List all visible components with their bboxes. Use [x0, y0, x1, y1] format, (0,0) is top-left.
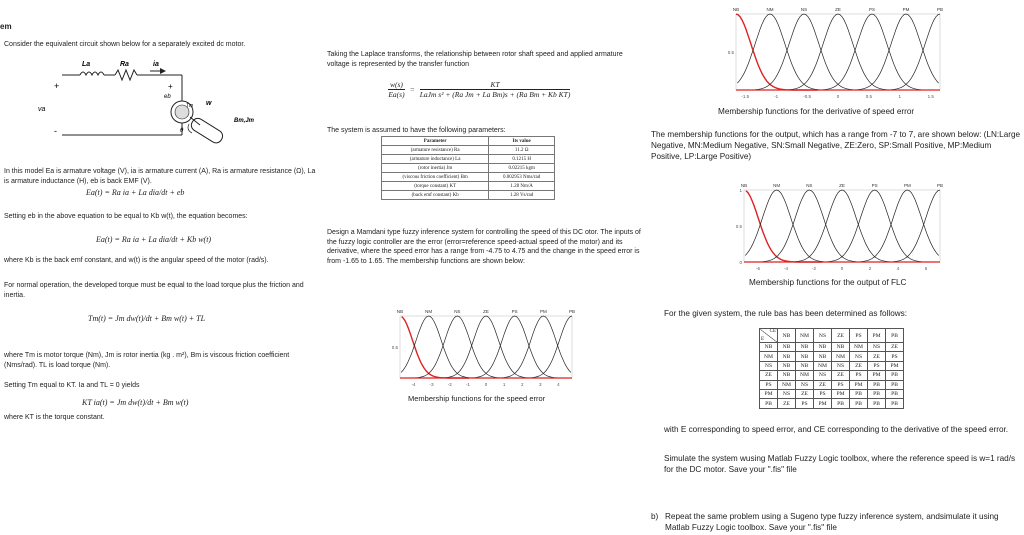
- rule-row-header: NM: [760, 352, 778, 361]
- label-va: va: [38, 106, 46, 113]
- x-tick-label: 1: [898, 94, 902, 99]
- rule-cell: ZE: [868, 352, 886, 361]
- rule-cell: NS: [832, 361, 850, 370]
- e-ce-text: with E corresponding to speed error, and CE corresponding to the derivative of the speed error.: [664, 425, 1009, 434]
- kt-text: where KT is the torque constant.: [4, 414, 105, 421]
- output-text: The membership functions for the output, which has a range from -7 to 7, are shown below: (LN:Large Negative, MN:Medium Negative, SN:Small Negative, ZE:Zero, SP:Small Positive, MP:Medium Positive, LP:Large Positive): [651, 130, 1021, 161]
- rule-cell: NB: [778, 352, 796, 361]
- rule-cell: PM: [832, 389, 850, 398]
- rule-cell: PB: [868, 399, 886, 408]
- rule-row-header: PS: [760, 380, 778, 389]
- rule-cell: ZE: [850, 361, 868, 370]
- x-tick-label: 0: [484, 382, 488, 387]
- param-name: (back emf constant) Kb: [382, 191, 489, 200]
- part-b-label: b): [651, 512, 659, 521]
- rule-cell: NS: [850, 352, 868, 361]
- x-tick-label: 6: [924, 266, 928, 271]
- rule-col-header: PB: [886, 329, 904, 343]
- x-tick-label: -6: [755, 266, 761, 271]
- param-value: 0.002953 Nms/rad: [489, 173, 555, 182]
- rule-cell: PB: [868, 389, 886, 398]
- rule-col-header: PM: [868, 329, 886, 343]
- rule-cell: PB: [850, 399, 868, 408]
- rule-cell: NB: [796, 352, 814, 361]
- param-value: 1.28 Nm/A: [489, 182, 555, 191]
- rule-cell: ZE: [796, 389, 814, 398]
- param-name: (rotor inertia) Jm: [382, 164, 489, 173]
- param-value: 1.28 Vs/rad: [489, 191, 555, 200]
- mf-label-nb: NB: [396, 309, 404, 314]
- output-mf-caption: Membership functions for the output of FLC: [749, 278, 907, 287]
- x-tick-label: 2: [520, 382, 524, 387]
- speed-error-mf-caption: Membership functions for the speed error: [408, 394, 546, 403]
- mf-label-ps: PS: [511, 309, 518, 314]
- rule-cell: NS: [814, 371, 832, 380]
- rule-cell: NM: [796, 371, 814, 380]
- rule-cell: ZE: [886, 343, 904, 352]
- rule-col-header: NM: [796, 329, 814, 343]
- x-tick-label: -1.5: [741, 94, 750, 99]
- rule-row: [760, 380, 904, 389]
- rule-col-header: NB: [778, 329, 796, 343]
- rule-cell: ZE: [778, 399, 796, 408]
- label-plus-mid: +: [168, 82, 173, 91]
- y-tick-label: 0.5: [391, 345, 398, 350]
- setting-eb-text: Setting eb in the above equation to be equal to Kb w(t), the equation becomes:: [4, 213, 248, 220]
- laplace-text: Taking the Laplace transforms, the relationship between rotor shaft speed and applied armature voltage is represented by the transfer function: [327, 51, 623, 68]
- rule-cell: NB: [814, 352, 832, 361]
- transfer-function: $\frac{w(s)}{Ea(s)}$ = KT LaJm s² + (Ra Jm + La Bm)s + (Ra Bm + Kb KT): [388, 80, 571, 99]
- rule-cell: PS: [850, 371, 868, 380]
- rule-row-header: PB: [760, 399, 778, 408]
- mf-label-nb: NB: [740, 183, 748, 188]
- equation-4: KT ia(t) = Jm dw(t)/dt + Bm w(t): [82, 398, 189, 407]
- x-tick-label: 1: [502, 382, 506, 387]
- kb-text: where Kb is the back emf constant, and w(t) is the angular speed of the motor (rad/s).: [4, 257, 269, 264]
- x-tick-label: -3: [429, 382, 434, 387]
- x-tick-label: -2: [447, 382, 452, 387]
- rule-cell: PM: [814, 399, 832, 408]
- rule-cell: NS: [868, 343, 886, 352]
- rule-cell: NB: [832, 343, 850, 352]
- x-tick-label: 0.5: [865, 94, 873, 99]
- rule-cell: PB: [886, 371, 904, 380]
- mf-label-nb: NB: [732, 7, 740, 12]
- rule-cell: PS: [832, 380, 850, 389]
- param-header-name: Parameter: [382, 137, 489, 146]
- intro-text: Consider the equivalent circuit shown below for a separately excited dc motor.: [4, 41, 246, 48]
- mf-label-ns: NS: [454, 309, 461, 314]
- rule-cell: PM: [850, 380, 868, 389]
- rule-cell: PS: [814, 389, 832, 398]
- mf-label-ns: NS: [800, 7, 808, 12]
- tf-lhs-den: Ea(s): [388, 90, 405, 99]
- param-value: 11.2 Ω: [489, 146, 555, 155]
- mf-label-ps: PS: [871, 183, 878, 188]
- param-name: (armature inductance) La: [382, 155, 489, 164]
- param-header-value: Its value: [489, 137, 555, 146]
- tf-den: LaJm s² + (Ra Jm + La Bm)s + (Ra Bm + Kb KT): [419, 90, 571, 99]
- rule-cell: PS: [868, 361, 886, 370]
- mf-label-ze: ZE: [835, 7, 841, 12]
- normal-operation-text: For normal operation, the developed torque must be equal to the load torque plus the friction and inertia.: [4, 282, 304, 299]
- plot-area: [744, 190, 940, 262]
- mf-label-pm: PM: [539, 309, 547, 314]
- rule-cell: PM: [886, 361, 904, 370]
- rule-cell: PB: [850, 389, 868, 398]
- rule-intro: For the given system, the rule bas has been determined as follows:: [664, 309, 908, 318]
- x-tick-label: 4: [557, 382, 560, 387]
- equation-3: Tm(t) = Jm dw(t)/dt + Bm w(t) + TL: [88, 314, 206, 323]
- label-Ra: Ra: [120, 61, 129, 68]
- x-tick-label: 3: [539, 382, 542, 387]
- design-text: Design a Mamdani type fuzzy inference system for controlling the speed of this DC otor. The inputs of the fuzzy logic controller are the error (error=reference speed-actual speed of the motor) and its derivative, where the speed error has a range from -4.75 to 4.75 and the change in the speed error is from -1.65 to 1.65. The membership functions are shown below:: [327, 229, 641, 265]
- y-tick-label: 0.5: [735, 224, 742, 229]
- rule-row-header: PM: [760, 389, 778, 398]
- x-tick-label: -2: [811, 266, 817, 271]
- rule-row-header: NB: [760, 343, 778, 352]
- y-tick-label: 0.5: [727, 50, 734, 55]
- rule-corner-ce: CE: [769, 329, 776, 334]
- y-tick-label: 0: [739, 260, 742, 265]
- label-minus: -: [54, 126, 57, 136]
- model-text: In this model Ea is armature voltage (V), ia is armature current (A), Ra is armature resistance (Ω), La is armature inductance (H), eb is back EMF (V).: [4, 168, 316, 185]
- plot-area: [400, 316, 572, 378]
- rule-corner: [760, 329, 778, 343]
- speed-error-mf-chart: [386, 304, 580, 390]
- label-La: La: [82, 61, 91, 68]
- rule-cell: PB: [832, 399, 850, 408]
- mf-label-nm: NM: [425, 309, 433, 314]
- label-theta: θ: [180, 128, 184, 134]
- label-Tm: Tm: [186, 103, 194, 109]
- rule-cell: PS: [886, 352, 904, 361]
- derivative-mf-chart: [722, 2, 948, 102]
- x-tick-label: -1: [465, 382, 470, 387]
- x-tick-label: -4: [411, 382, 416, 387]
- label-ia: ia: [153, 61, 159, 68]
- mf-label-ze: ZE: [483, 309, 489, 314]
- rule-cell: ZE: [832, 371, 850, 380]
- mf-label-nm: NM: [766, 7, 774, 12]
- rule-row: [760, 371, 904, 380]
- rule-cell: PB: [886, 380, 904, 389]
- equation-1: Ea(t) = Ra ia + La dia/dt + eb: [86, 188, 185, 197]
- label-w: w: [206, 100, 212, 107]
- params-intro: The system is assumed to have the following parameters:: [327, 127, 506, 134]
- rule-col-header: PS: [850, 329, 868, 343]
- header-fragment: em: [0, 22, 12, 31]
- rule-cell: NS: [796, 380, 814, 389]
- x-tick-label: 1.5: [927, 94, 934, 99]
- param-name: (armature resistance) Ra: [382, 146, 489, 155]
- rule-cell: ZE: [814, 380, 832, 389]
- setting-tm-text: Setting Tm equal to KT. Ia and TL = 0 yields: [4, 382, 140, 389]
- derivative-mf-caption: Membership functions for the derivative of speed error: [718, 107, 915, 116]
- rule-row-header: ZE: [760, 371, 778, 380]
- rule-cell: NB: [778, 343, 796, 352]
- label-plus-top: +: [54, 81, 60, 91]
- x-tick-label: 2: [868, 266, 872, 271]
- rule-row: [760, 343, 904, 352]
- rule-col-header: ZE: [832, 329, 850, 343]
- mf-label-pb: PB: [936, 183, 944, 188]
- output-mf-chart: [730, 178, 948, 274]
- rule-cell: PB: [868, 380, 886, 389]
- rule-cell: NS: [778, 389, 796, 398]
- label-eb: eb: [164, 94, 171, 100]
- x-tick-label: -4: [783, 266, 789, 271]
- rule-cell: NM: [850, 343, 868, 352]
- rule-row: [760, 389, 904, 398]
- x-tick-label: 4: [896, 266, 900, 271]
- mf-label-ns: NS: [806, 183, 813, 188]
- mf-label-pb: PB: [568, 309, 576, 314]
- x-tick-label: -1: [774, 94, 779, 99]
- x-tick-label: 0: [840, 266, 844, 271]
- mf-label-ps: PS: [868, 7, 876, 12]
- label-Bm-Jm: Bm,Jm: [234, 118, 255, 124]
- x-tick-label: 0: [836, 94, 840, 99]
- rule-corner-e: E: [761, 337, 765, 342]
- rule-cell: PB: [886, 399, 904, 408]
- rule-cell: NB: [778, 361, 796, 370]
- rule-base-table: [759, 328, 904, 409]
- plot-area: [736, 14, 940, 90]
- rule-row: [760, 352, 904, 361]
- mf-label-pm: PM: [903, 183, 911, 188]
- rule-cell: NB: [814, 343, 832, 352]
- rule-cell: NB: [778, 371, 796, 380]
- mf-label-pm: PM: [902, 7, 910, 12]
- rule-cell: PB: [886, 389, 904, 398]
- equation-2: Ea(t) = Ra ia + La dia/dt + Kb w(t): [96, 235, 212, 244]
- rule-cell: NM: [814, 361, 832, 370]
- rule-cell: NM: [778, 380, 796, 389]
- param-value: 0.02215 kgm: [489, 164, 555, 173]
- tf-lhs-num: w(s): [390, 80, 403, 89]
- rule-cell: PS: [796, 399, 814, 408]
- parameter-table: [381, 136, 555, 200]
- mf-label-ze: ZE: [839, 183, 845, 188]
- y-tick-label: 1: [739, 188, 742, 193]
- rule-row-header: NS: [760, 361, 778, 370]
- param-name: (torque constant) KT: [382, 182, 489, 191]
- simulate-text: Simulate the system wusing Matlab Fuzzy Logic toolbox, where the reference speed is w=1 rad/s for the DC motor. Save your ".fis" file: [664, 454, 1016, 474]
- param-value: 0.1215 H: [489, 155, 555, 164]
- rule-row: [760, 361, 904, 370]
- rule-row: [760, 399, 904, 408]
- mf-label-pb: PB: [936, 7, 944, 12]
- rule-cell: NB: [796, 361, 814, 370]
- tm-text: where Tm is motor torque (Nm), Jm is rotor inertia (kg . m²), Bm is viscous friction coefficient (Nms/rad). TL is load torque (Nm).: [4, 352, 290, 369]
- circuit-diagram: [40, 55, 300, 155]
- rule-cell: NM: [832, 352, 850, 361]
- rule-col-header: NS: [814, 329, 832, 343]
- param-name: (viscous friction coefficient) Bm: [382, 173, 489, 182]
- mf-label-nm: NM: [773, 183, 781, 188]
- tf-num: KT: [420, 80, 571, 90]
- x-tick-label: -0.5: [803, 94, 811, 99]
- rule-cell: NB: [796, 343, 814, 352]
- rule-cell: PM: [868, 371, 886, 380]
- part-b-text: Repeat the same problem using a Sugeno type fuzzy inference system, andsimulate it using Matlab Fuzzy Logic toolbox. Save your ".fis" file: [665, 512, 999, 532]
